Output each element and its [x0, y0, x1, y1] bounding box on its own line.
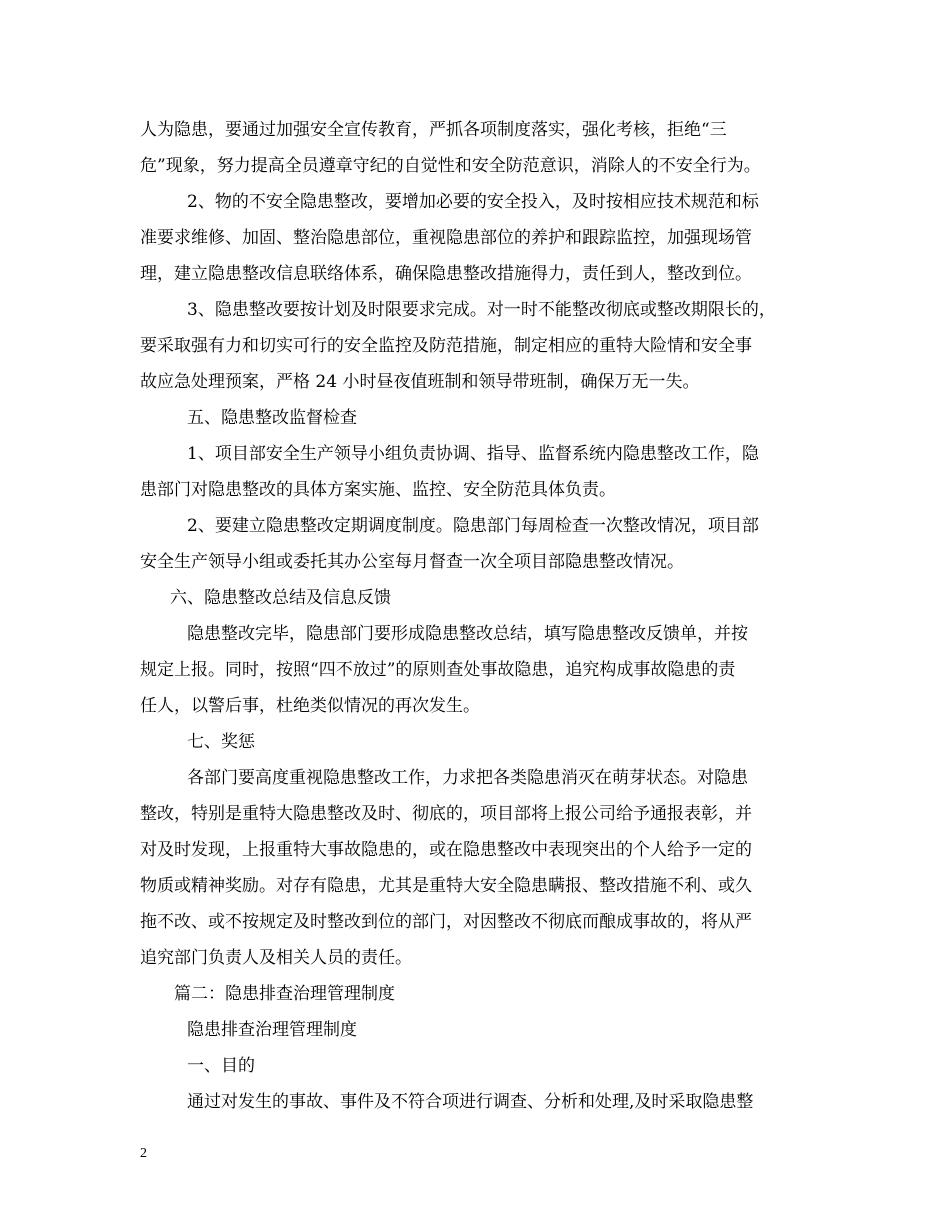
text-line: 隐患整改完毕，隐患部门要形成隐患整改总结，填写隐患整改反馈单，并按 [187, 624, 748, 644]
text-line: 物质或精神奖励。对存有隐患，尤其是重特大安全隐患瞒报、整改措施不利、或久 [140, 876, 752, 896]
page-number: 2 [140, 1146, 147, 1161]
text-line: 规定上报。同时，按照“四不放过”的原则查处事故隐患，追究构成事故隐患的责 [140, 660, 736, 680]
text-line: 2、要建立隐患整改定期调度制度。隐患部门每周检查一次整改情况，项目部 [187, 516, 759, 536]
text-line: 任人，以警后事，杜绝类似情况的再次发生。 [140, 696, 480, 716]
section-heading: 七、奖惩 [187, 732, 255, 752]
text-line: 患部门对隐患整改的具体方案实施、监控、安全防范具体负责。 [140, 480, 616, 500]
text-line: 2、物的不安全隐患整改，要增加必要的安全投入，及时按相应技术规范和标 [187, 192, 759, 212]
text-line: 各部门要高度重视隐患整改工作，力求把各类隐患消灭在萌芽状态。对隐患 [187, 768, 748, 788]
text-line: 通过对发生的事故、事件及不符合项进行调查、分析和处理,及时采取隐患整 [187, 1092, 754, 1112]
text-line: 人为隐患，要通过加强安全宣传教育，严抓各项制度落实，强化考核，拒绝“三 [140, 120, 727, 140]
document-title: 隐患排查治理管理制度 [187, 1020, 357, 1040]
text-line: 追究部门负责人及相关人员的责任。 [140, 948, 412, 968]
section-heading: 六、隐患整改总结及信息反馈 [170, 588, 391, 608]
text-line: 整改，特别是重特大隐患整改及时、彻底的，项目部将上报公司给予通报表彰，并 [140, 804, 752, 824]
text-line: 对及时发现，上报重特大事故隐患的，或在隐患整改中表现突出的个人给予一定的 [140, 840, 752, 860]
text-line: 准要求维修、加固、整治隐患部位，重视隐患部位的养护和跟踪监控，加强现场管 [140, 228, 752, 248]
section-heading: 一、目的 [187, 1056, 255, 1076]
text-line: 3、隐患整改要按计划及时限要求完成。对一时不能整改彻底或整改期限长的， [187, 300, 776, 320]
text-line: 故应急处理预案，严格 24 小时昼夜值班制和领导带班制，确保万无一失。 [140, 372, 700, 392]
text-line: 危”现象，努力提高全员遵章守纪的自觉性和安全防范意识，消除人的不安全行为。 [140, 156, 761, 176]
text-line: 理，建立隐患整改信息联络体系，确保隐患整改措施得力，责任到人，整改到位。 [140, 264, 752, 284]
text-line: 要采取强有力和切实可行的安全监控及防范措施，制定相应的重特大险情和安全事 [140, 336, 752, 356]
text-line: 安全生产领导小组或委托其办公室每月督查一次全项目部隐患整改情况。 [140, 552, 684, 572]
text-line: 1、项目部安全生产领导小组负责协调、指导、监督系统内隐患整改工作，隐 [187, 444, 759, 464]
chapter-heading: 篇二：隐患排查治理管理制度 [174, 984, 395, 1004]
text-line: 拖不改、或不按规定及时整改到位的部门，对因整改不彻底而酿成事故的，将从严 [140, 912, 752, 932]
section-heading: 五、隐患整改监督检查 [187, 408, 357, 428]
